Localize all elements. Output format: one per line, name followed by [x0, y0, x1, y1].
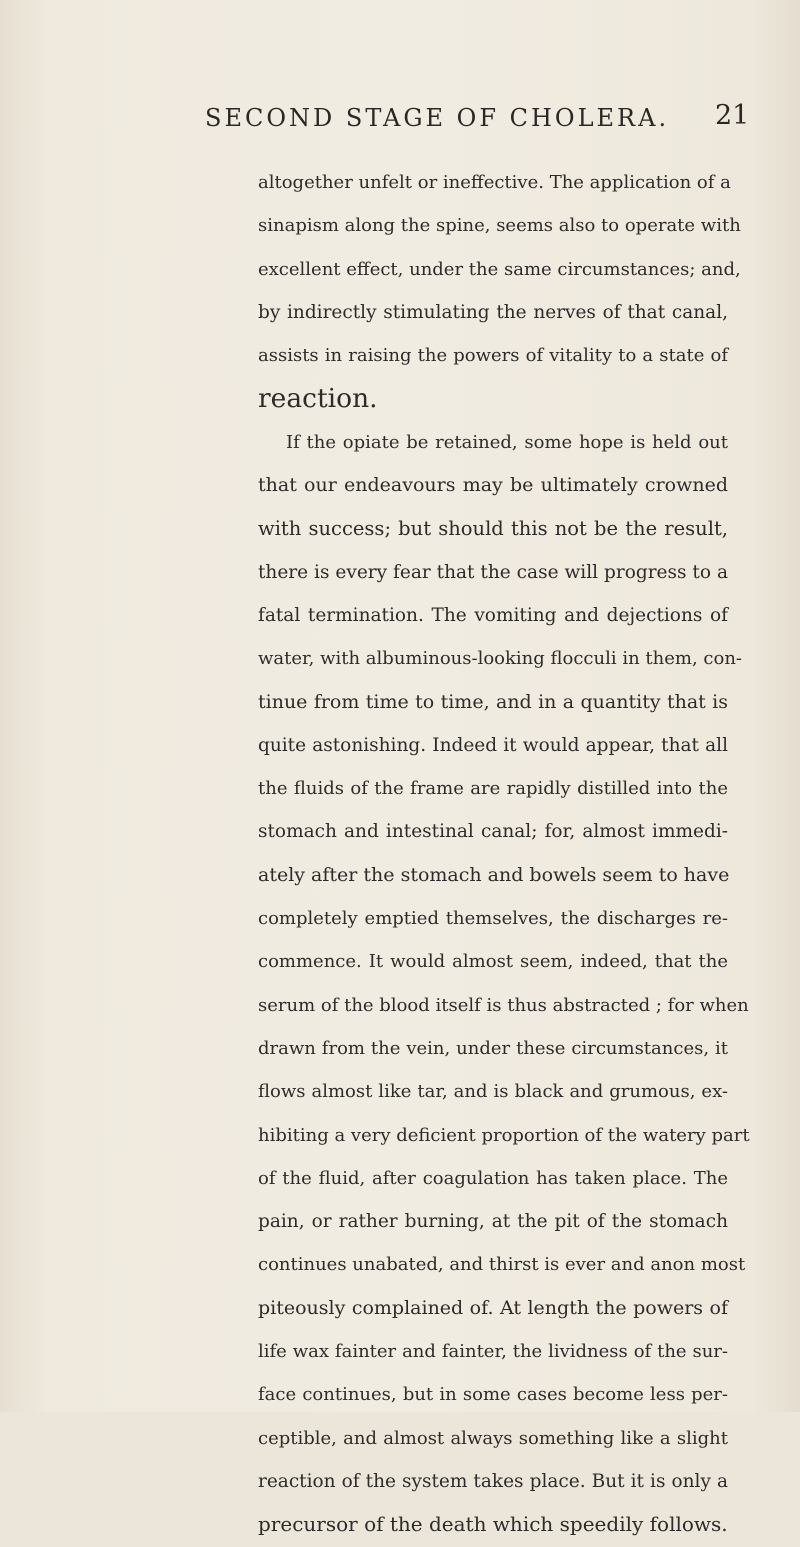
text-line: serum of the blood itself is thus abstracted ; for when	[258, 994, 749, 1016]
text-line: with success; but should this not be the result,	[258, 517, 728, 541]
text-line: by indirectly stimulating the nerves of that canal,	[258, 301, 728, 323]
text-line: water, with albuminous-looking flocculi in them, con-	[258, 648, 742, 670]
running-head: SECOND STAGE OF CHOLERA.	[205, 104, 670, 132]
text-line: face continues, but in some cases become less per-	[258, 1384, 728, 1406]
text-line: of the fluid, after coagulation has taken place. The	[258, 1167, 728, 1189]
text-line: the fluids of the frame are rapidly distilled into the	[258, 778, 728, 800]
text-line: If the opiate be retained, some hope is held out	[286, 431, 728, 453]
text-line: there is every fear that the case will progress to a	[258, 561, 728, 583]
text-line: completely emptied themselves, the discharges re-	[258, 908, 728, 930]
text-line: altogether unfelt or ineffective. The application of a	[258, 172, 731, 193]
text-line: continues unabated, and thirst is ever and anon most	[258, 1254, 746, 1276]
page-header	[0, 100, 800, 144]
text-line: reaction of the system takes place. But it is only a	[258, 1470, 728, 1492]
text-line: commence. It would almost seem, indeed, that the	[258, 951, 728, 973]
text-line: ately after the stomach and bowels seem to have	[258, 863, 730, 886]
text-line: flows almost like tar, and is black and grumous, ex-	[258, 1081, 728, 1103]
text-line: piteously complained of. At length the powers of	[258, 1296, 728, 1319]
text-line: excellent effect, under the same circumstances; and,	[258, 258, 741, 280]
text-line: reaction.	[258, 383, 378, 415]
page-number: 21	[715, 100, 750, 131]
text-line: that our endeavours may be ultimately crowned	[258, 474, 728, 497]
body-text	[258, 161, 750, 1547]
text-line: ceptible, and almost always something like a slight	[258, 1427, 728, 1449]
text-line: pain, or rather burning, at the pit of the stomach	[258, 1211, 728, 1233]
text-line: life wax fainter and fainter, the lividness of the sur-	[258, 1341, 728, 1363]
text-line: fatal termination. The vomiting and dejections of	[258, 604, 728, 626]
text-line: sinapism along the spine, seems also to operate with	[258, 215, 741, 237]
text-line: precursor of the death which speedily follows.	[258, 1512, 728, 1537]
text-line: tinue from time to time, and in a quantity that is	[258, 690, 728, 713]
text-line: drawn from the vein, under these circumstances, it	[258, 1037, 728, 1059]
text-line: quite astonishing. Indeed it would appear, that all	[258, 734, 728, 756]
text-line: stomach and intestinal canal; for, almost immedi-	[258, 821, 728, 843]
text-line: hibiting a very deficient proportion of the watery part	[258, 1124, 750, 1146]
text-line: assists in raising the powers of vitality to a state of	[258, 345, 728, 367]
